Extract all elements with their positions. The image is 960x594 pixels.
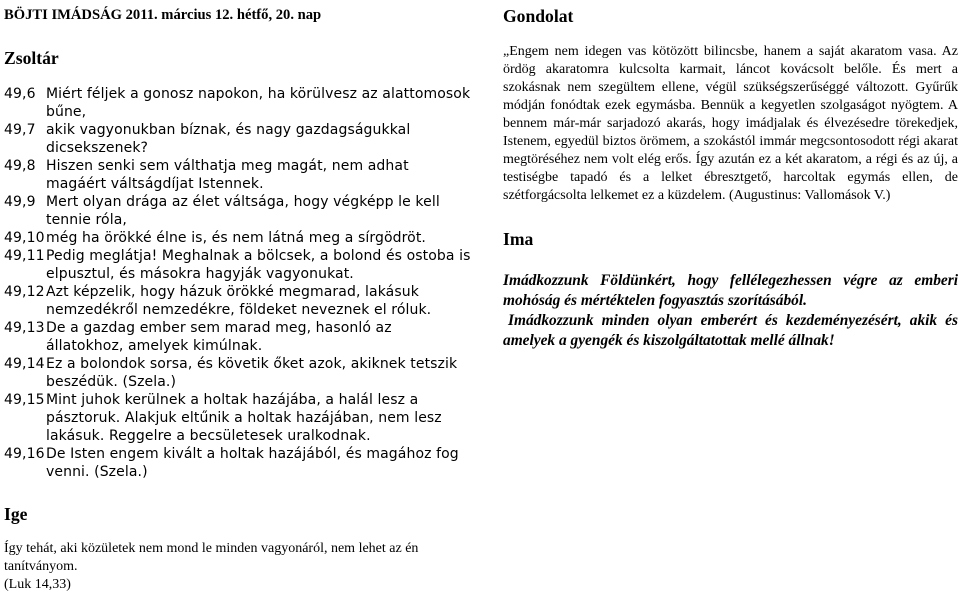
verse-text: Mint juhok kerülnek a holtak hazájába, a halál lesz a pásztoruk. Alakjuk eltűnik a holtak hazájában, nem lesz lakásuk. Reggelre a becsületesek uralkodnak. (46, 392, 442, 444)
verse-number: 49,13 (4, 320, 45, 336)
verse-text: Azt képzelik, hogy házuk örökké megmarad, lakásuk nemzedékről nemzedékre, földeket neveznek el róluk. (46, 284, 432, 318)
ima-title: Ima (503, 229, 534, 249)
verse-item (4, 391, 476, 445)
verse-text: Hiszen senki sem válthatja meg magát, nem adhat magáért váltságdíjat Istennek. (46, 158, 409, 192)
ima-prayer-1: Imádkozzunk Földünkért, hogy fellélegezhessen végre az emberi mohóság és mértéktelen fogyasztás szorításából. (503, 272, 958, 309)
gondolat-text: „Engem nem idegen vas kötözött bilincsbe, hanem a saját akaratom vasa. Az ördög akaratomra kulcsolta karmait, láncot kovácsolt belőle. És mert a szokásnak nem szegültem ellene, végül szükségszerűséggé változott. Gyűrűk módján fonódtak ezek egymásba. Bennük a kegyetlen szolgaságot nyögtem. A bennem már-már sarjadozó akarás, hogy imádjalak és élvezésedre törekedjek, Istenem, egyedül biztos örömem, a szokástól immár megcsontosodott régi akarat megtöréséhez nem volt elég erős. Így azután ez a két akaratom, a régi és az új, a testiségbe tapadó és a lelket ébresztgető, harcoltak egymás ellen, de szétforgácsolta lelkemet ez a küzdelem. (Augustinus: Vallomások V.) (503, 44, 958, 203)
verse-item (4, 157, 476, 193)
verse-item (4, 229, 476, 247)
verse-number: 49,10 (4, 230, 45, 246)
verse-number: 49,11 (4, 248, 45, 264)
ige-title: Ige (4, 504, 28, 524)
ige-quote: Így tehát, aki közületek nem mond le minden vagyonáról, nem lehet az én tanítványom. (4, 541, 419, 574)
verse-text: akik vagyonukban bíznak, és nagy gazdagságukkal dicsekszenek? (46, 122, 411, 156)
verse-item (4, 193, 476, 229)
verse-number: 49,6 (4, 86, 36, 102)
verse-item (4, 247, 476, 283)
verse-text: De Isten engem kivált a holtak hazájából, és magához fog venni. (Szela.) (46, 446, 459, 480)
verse-text: Ez a bolondok sorsa, és követik őket azok, akiknek tetszik beszédük. (Szela.) (46, 356, 458, 390)
ige-reference: (Luk 14,33) (4, 577, 71, 592)
verse-number: 49,9 (4, 194, 36, 210)
verse-text: Miért féljek a gonosz napokon, ha körülvesz az alattomosok bűne, (46, 86, 471, 120)
verse-item (4, 445, 476, 481)
verse-item (4, 319, 476, 355)
verse-text: De a gazdag ember sem marad meg, hasonló az állatokhoz, amelyek kimúlnak. (46, 320, 392, 354)
ima-prayer-2: Imádkozzunk minden olyan emberért és kezdeményezésért, akik és amelyek a gyengék és kiszolgáltatottak mellé állnak! (503, 312, 958, 349)
page-header: BÖJTI IMÁDSÁG 2011. március 12. hétfő, 20. nap (4, 7, 322, 23)
verse-number: 49,14 (4, 356, 45, 372)
verse-number: 49,15 (4, 392, 45, 408)
verse-text: még ha örökké élne is, és nem látná meg a sírgödröt. (46, 230, 426, 246)
verse-item (4, 121, 476, 157)
verse-text: Mert olyan drága az élet váltsága, hogy végképp le kell tennie róla, (46, 194, 440, 228)
verse-item (4, 283, 476, 319)
psalm-verses (4, 85, 476, 481)
psalm-title: Zsoltár (4, 48, 59, 68)
left-column (4, 0, 476, 594)
verse-item (4, 85, 476, 121)
gondolat-title: Gondolat (503, 6, 574, 26)
verse-number: 49,8 (4, 158, 36, 174)
verse-text: Pedig meglátja! Meghalnak a bölcsek, a bolond és ostoba is elpusztul, és másokra hagyják vagyonukat. (46, 248, 471, 282)
ige-text (4, 540, 464, 594)
right-column (503, 0, 958, 594)
verse-number: 49,12 (4, 284, 45, 300)
verse-number: 49,16 (4, 446, 45, 462)
verse-number: 49,7 (4, 122, 36, 138)
verse-item (4, 355, 476, 391)
